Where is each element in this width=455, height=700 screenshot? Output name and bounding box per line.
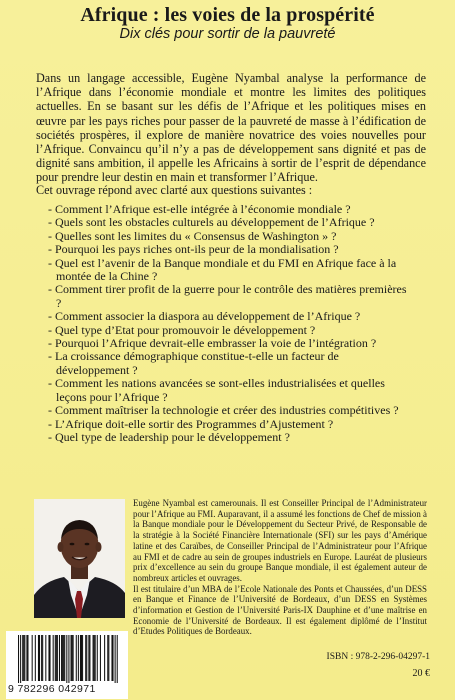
barcode-bar <box>85 635 86 681</box>
barcode-bar <box>63 635 64 681</box>
barcode-bar <box>76 635 77 681</box>
question-item: - Comment les nations avancées se sont-elles industrialisées et quelles leçons pour l’Afrique ? <box>48 377 408 404</box>
questions-heading: Cet ouvrage répond avec clarté aux questions suivantes : <box>36 183 313 197</box>
book-price: 20 € <box>412 668 430 679</box>
barcode-bar <box>100 635 101 681</box>
barcode-bar <box>38 635 39 681</box>
barcode-bars <box>6 631 128 683</box>
barcode-bar <box>42 635 43 681</box>
barcode-bar <box>88 635 89 681</box>
author-bio-paragraph: Il est titulaire d’un MBA de l’Ecole Nationale des Ponts et Chaussées, d’un DESS en Banque et Finance de l’Université de Bordeaux, d’un DESS en Systèmes d’information et Gestion de l’Université Paris-IX Dauphine et d’une maîtrise en Economie de l’Université de Bordeaux. Il est également diplômé de l’Institut d’Etudes Politiques de Bordeaux. <box>133 583 427 637</box>
barcode-bar <box>89 635 90 681</box>
barcode-bar <box>115 635 116 683</box>
barcode-bar <box>94 635 95 681</box>
barcode-bar <box>55 635 56 681</box>
barcode-bar <box>117 635 118 683</box>
barcode-bar <box>97 635 98 681</box>
question-item: - Quel type de leadership pour le développement ? <box>48 431 408 444</box>
barcode-bar <box>72 635 73 681</box>
barcode-bar <box>22 635 23 681</box>
author-portrait-icon <box>34 499 125 618</box>
book-subtitle: Dix clés pour sortir de la pauvreté <box>119 26 336 42</box>
barcode-bar <box>107 635 108 681</box>
barcode-bar <box>61 635 62 681</box>
question-item: - Quelles sont les limites du « Consensus de Washington » ? <box>48 230 408 243</box>
question-item: - Pourquoi l’Afrique devrait-elle embrasser la voie de l’intégration ? <box>48 337 408 350</box>
barcode-bar <box>56 635 57 681</box>
question-item: - Quels sont les obstacles culturels au développement de l’Afrique ? <box>48 216 408 229</box>
question-item: - Quel est l’avenir de la Banque mondiale et du FMI en Afrique face à la montée de la Chine ? <box>48 257 408 284</box>
author-photo <box>34 499 125 618</box>
barcode-bar <box>113 635 114 681</box>
barcode-bar <box>68 635 69 683</box>
barcode-bar <box>62 635 63 681</box>
barcode-bar <box>45 635 46 681</box>
barcode-bar <box>24 635 25 681</box>
question-item: - Comment maîtriser la technologie et créer des industries compétitives ? <box>48 404 408 417</box>
barcode <box>6 631 128 699</box>
barcode-bar <box>20 635 21 683</box>
questions-list <box>48 203 408 444</box>
barcode-bar <box>35 635 36 681</box>
question-item: - Comment l’Afrique est-elle intégrée à l’économie mondiale ? <box>48 203 408 216</box>
barcode-bar <box>41 635 42 681</box>
barcode-bar <box>95 635 96 681</box>
barcode-bar <box>78 635 79 681</box>
question-item: - La croissance démographique constitue-t-elle un facteur de développement ? <box>48 350 408 377</box>
book-title: Afrique : les voies de la prospérité <box>80 4 375 26</box>
intro-paragraph: Dans un langage accessible, Eugène Nyambal analyse la performance de l’Afrique dans l’économie mondiale et montre les limites des politiques actuelles. En se basant sur les défis de l’Afrique et les politiques mises en œuvre par les pays riches pour passer de la pauvreté de masse à l’édification de sociétés prospères, il explore de manière novatrice des voies nouvelles pour l’Afrique. Convaincu qu’il n’y a pas de développement sans dignité et pas de dignité sans ambition, il appelle les Africains à sortir de l’esprit de dépendance pour prendre leur destin en main et transformer l’Afrique. <box>36 71 426 185</box>
barcode-bar <box>23 635 24 681</box>
isbn-number: ISBN : 978-2-296-04297-1 <box>326 652 430 662</box>
author-bio-paragraph: Eugène Nyambal est camerounais. Il est Conseiller Principal de l’Administrateur pour l’Afrique au FMI. Auparavant, il a assumé les fonctions de Chef de mission à la Banque mondiale pour le Développement du Secteur Privé, de Responsable de la stratégie à la Société Financière Internationale (SFI) sur les pays d’Amérique latine et des Caraïbes, de Conseiller Principal de l’Administrateur pour l’Afrique au FMI et de cadre au sein de groupes industriels en Europe. Lauréat de plusieurs prix d’excellence au sein du groupe Banque mondiale, il est également auteur de nombreux articles et ouvrages. <box>133 498 427 583</box>
barcode-bar <box>104 635 105 681</box>
barcode-bar <box>64 635 65 681</box>
barcode-digits: 9 782296 042971 <box>8 683 96 695</box>
barcode-bar <box>18 635 19 683</box>
barcode-bar <box>108 635 109 681</box>
question-item: - Comment tirer profit de la guerre pour le contrôle des matières premières ? <box>48 283 408 310</box>
barcode-bar <box>73 635 74 681</box>
author-bio <box>133 498 427 637</box>
barcode-bar <box>32 635 33 681</box>
barcode-bar <box>48 635 49 681</box>
barcode-bar <box>66 635 67 683</box>
barcode-bar <box>81 635 82 681</box>
barcode-bar <box>86 635 87 681</box>
barcode-bar <box>26 635 27 681</box>
barcode-bar <box>93 635 94 681</box>
question-item: - Pourquoi les pays riches ont-ils peur de la mondialisation ? <box>48 243 408 256</box>
barcode-bar <box>111 635 112 681</box>
barcode-bar <box>82 635 83 681</box>
barcode-bar <box>80 635 81 681</box>
barcode-bar <box>71 635 72 681</box>
barcode-bar <box>39 635 40 681</box>
barcode-bar <box>59 635 60 681</box>
question-item: - Comment associer la diaspora au développement de l’Afrique ? <box>48 310 408 323</box>
barcode-bar <box>50 635 51 681</box>
question-item: - Quel type d’Etat pour promouvoir le développement ? <box>48 324 408 337</box>
question-item: - L’Afrique doit-elle sortir des Programmes d’Ajustement ? <box>48 418 408 431</box>
barcode-bar <box>57 635 58 681</box>
barcode-bar <box>27 635 28 681</box>
barcode-bar <box>53 635 54 681</box>
